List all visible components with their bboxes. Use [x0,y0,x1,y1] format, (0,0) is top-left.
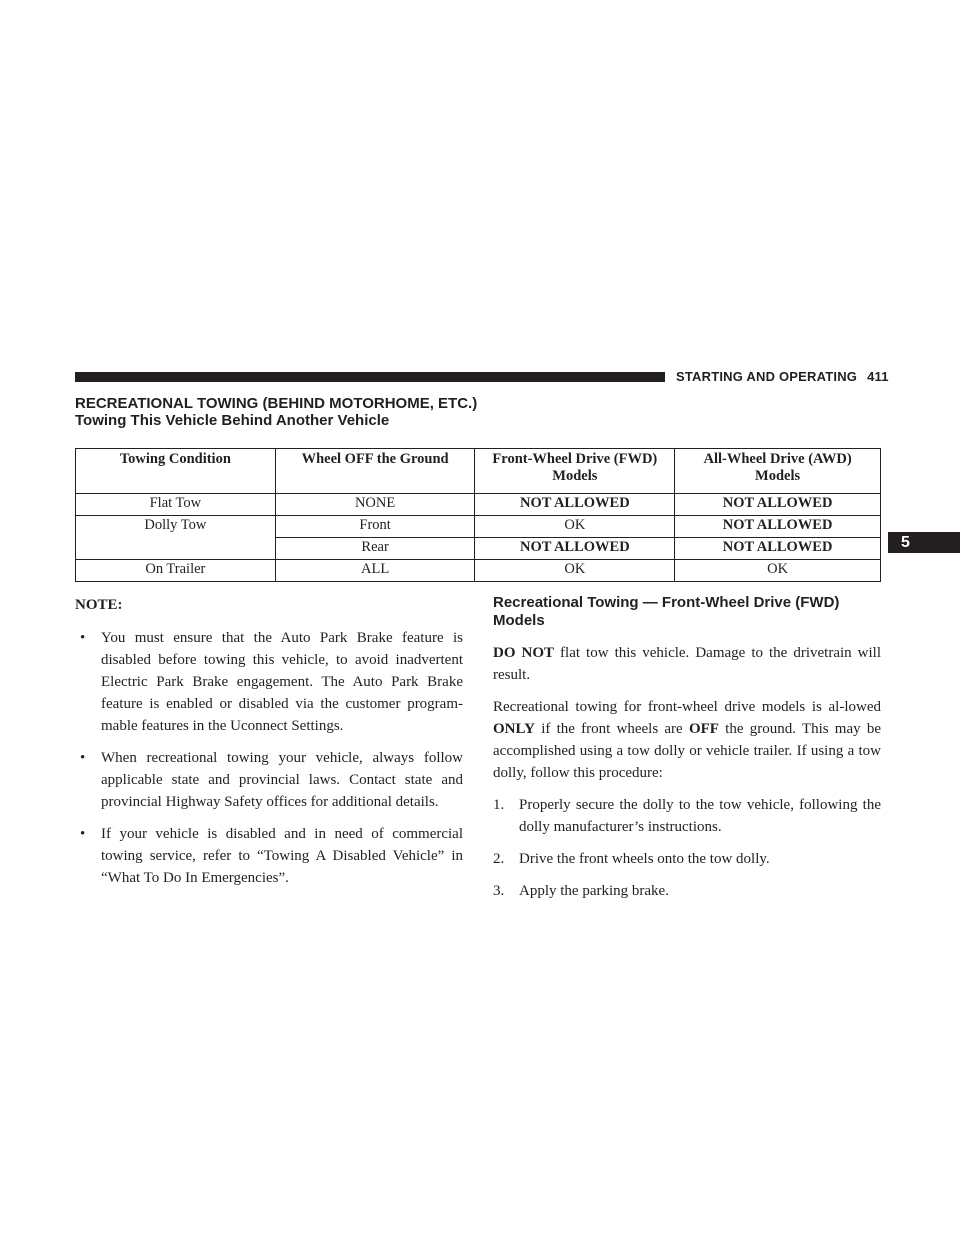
page-number: 411 [867,369,889,384]
table-cell: Dolly Tow [76,516,276,538]
table-row [76,538,881,560]
table-cell: ALL [275,560,475,582]
table-row [76,516,881,538]
section-name: STARTING AND OPERATING [676,369,858,384]
table-cell: OK [475,560,675,582]
section-title: RECREATIONAL TOWING (BEHIND MOTORHOME, ETC.) [75,395,478,412]
table-cell: Front [275,516,475,538]
running-header [676,367,889,387]
fwd-paragraph [493,696,881,784]
note-bullet [75,747,463,813]
procedure-step [493,848,881,870]
right-column [493,594,881,912]
table-cell: Flat Tow [76,494,276,516]
step-number: 2. [493,851,505,867]
table-header-row [76,449,881,494]
table-cell: NOT ALLOWED [475,494,675,516]
step-text: Properly secure the dolly to the tow vehicle, following the dolly manufacturer’s instructions. [519,797,881,835]
step-text: Apply the parking brake. [519,883,669,899]
bullet-icon: • [80,750,86,766]
table-cell: NOT ALLOWED [675,494,881,516]
table-cell: NOT ALLOWED [675,516,881,538]
left-column [75,594,463,899]
do-not-text: flat tow this vehicle. Damage to the drivetrain will result. [493,645,881,683]
bullet-text: When recreational towing your vehicle, always follow applicable state and provincial laws. Contact state and provincial Highway Safety offices for additional details. [101,750,463,810]
table-cell: On Trailer [76,560,276,582]
note-label: NOTE: [75,597,123,613]
step-text: Drive the front wheels onto the tow dolly. [519,851,770,867]
only-label: ONLY [493,721,535,737]
table-header-cell: Wheel OFF the Ground [275,449,475,494]
table-cell: NOT ALLOWED [675,538,881,560]
table-row [76,494,881,516]
fwd-text: the ground. This may be accomplished using a tow dolly or vehicle trailer. If using a tow dolly, follow this procedure: [493,721,882,781]
fwd-text: if the front wheels are [534,721,689,737]
table-row [76,560,881,582]
fwd-heading: Recreational Towing — Front-Wheel Drive (FWD) Models [493,594,840,629]
table-header-cell: All-Wheel Drive (AWD) Models [675,449,881,494]
table-header-cell: Front-Wheel Drive (FWD) Models [475,449,675,494]
bullet-text: If your vehicle is disabled and in need of commercial towing service, refer to “Towing A Disabled Vehicle” in “What To Do In Emergencies”. [101,826,463,886]
table-header-cell: Towing Condition [76,449,276,494]
do-not-paragraph [493,642,881,686]
bullet-icon: • [80,630,86,646]
towing-table [75,448,881,582]
procedure-step [493,880,881,902]
note-bullet [75,823,463,889]
table-cell: OK [475,516,675,538]
do-not-label: DO NOT [493,645,555,661]
table-cell: Rear [275,538,475,560]
step-number: 1. [493,797,505,813]
off-label: OFF [688,721,719,737]
table-cell: NOT ALLOWED [475,538,675,560]
header-rule [75,372,665,382]
table-cell: OK [675,560,881,582]
section-subtitle: Towing This Vehicle Behind Another Vehicle [75,412,390,429]
chapter-tab: 5 [888,532,960,553]
bullet-text: You must ensure that the Auto Park Brake feature is disabled before towing this vehicle, to avoid inadvertent Electric Park Brake engagement. The Auto Park Brake feature is enabled or disabled via the customer program-mable features in the Uconnect Settings. [101,630,463,734]
step-number: 3. [493,883,505,899]
bullet-icon: • [80,826,86,842]
procedure-step [493,794,881,838]
table-cell [76,538,276,560]
table-cell: NONE [275,494,475,516]
note-bullet [75,627,463,737]
fwd-text: Recreational towing for front-wheel drive models is al-lowed [493,699,881,715]
